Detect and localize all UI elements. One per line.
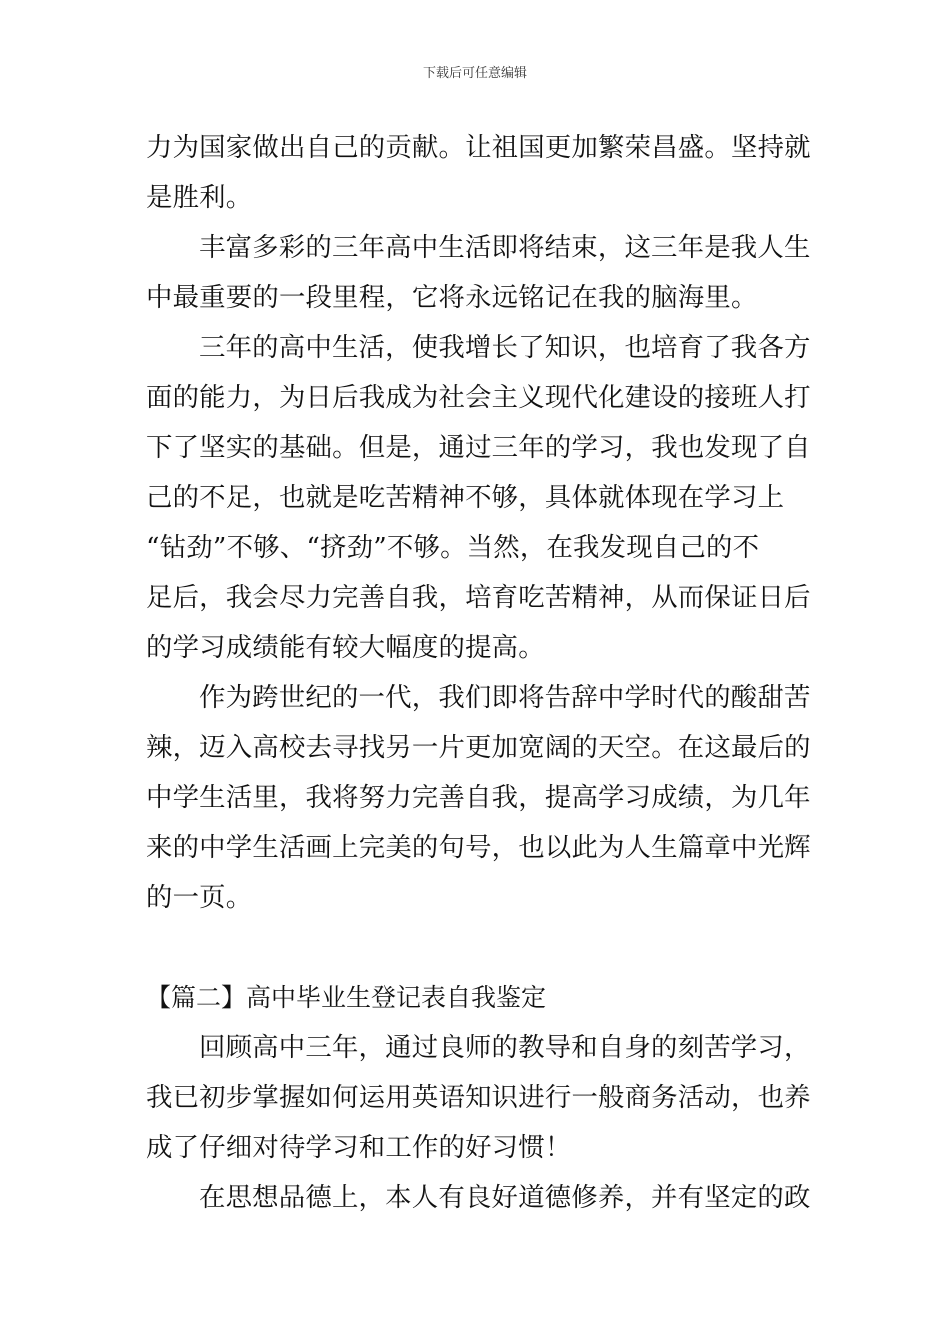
text-line: 己的不足，也就是吃苦精神不够，具体就体现在学习上 — [146, 482, 785, 513]
text-line: 三年的高中生活，使我增长了知识，也培育了我各方 — [199, 332, 811, 363]
text-line: 足后，我会尽力完善自我，培育吃苦精神，从而保证日后 — [146, 582, 811, 613]
text-line: 丰富多彩的三年高中生活即将结束，这三年是我人生 — [199, 232, 811, 263]
text-line: 我已初步掌握如何运用英语知识进行一般商务活动，也养 — [146, 1082, 811, 1113]
blank-line — [146, 923, 810, 973]
text-line: 的学习成绩能有较大幅度的提高。 — [146, 632, 545, 663]
paragraph — [146, 1173, 810, 1223]
text-line: 成了仔细对待学习和工作的好习惯！ — [146, 1132, 572, 1163]
text-line: 回顾高中三年，通过良师的教导和自身的刻苦学习， — [199, 1032, 811, 1063]
text-line: 下了坚实的基础。但是，通过三年的学习，我也发现了自 — [146, 432, 811, 463]
text-line: 中最重要的一段里程，它将永远铭记在我的脑海里。 — [146, 282, 758, 313]
text-line: 辣，迈入高校去寻找另一片更加宽阔的天空。在这最后的 — [146, 732, 811, 763]
text-line: 面的能力，为日后我成为社会主义现代化建设的接班人打 — [146, 382, 811, 413]
page-header: 下载后可任意编辑 — [422, 66, 527, 81]
paragraph — [146, 1023, 810, 1173]
section-title: 【篇二】高中毕业生登记表自我鉴定 — [146, 983, 547, 1012]
paragraph — [146, 223, 810, 323]
document-body — [146, 123, 810, 1223]
text-line: 的一页。 — [146, 882, 253, 913]
text-line: 作为跨世纪的一代，我们即将告辞中学时代的酸甜苦 — [199, 682, 811, 713]
text-line: 来的中学生活画上完美的句号，也以此为人生篇章中光辉 — [146, 832, 811, 863]
paragraph — [146, 673, 810, 923]
text-line: 中学生活里，我将努力完善自我，提高学习成绩，为几年 — [146, 782, 811, 813]
text-line: 在思想品德上，本人有良好道德修养，并有坚定的政 — [199, 1182, 811, 1213]
paragraph-continuation — [146, 123, 810, 223]
paragraph — [146, 323, 810, 673]
text-line: 是胜利。 — [146, 182, 253, 213]
text-line: 力为国家做出自己的贡献。让祖国更加繁荣昌盛。坚持就 — [146, 132, 811, 163]
text-line: “钻劲”不够、“挤劲”不够。当然，在我发现自己的不 — [146, 532, 760, 563]
